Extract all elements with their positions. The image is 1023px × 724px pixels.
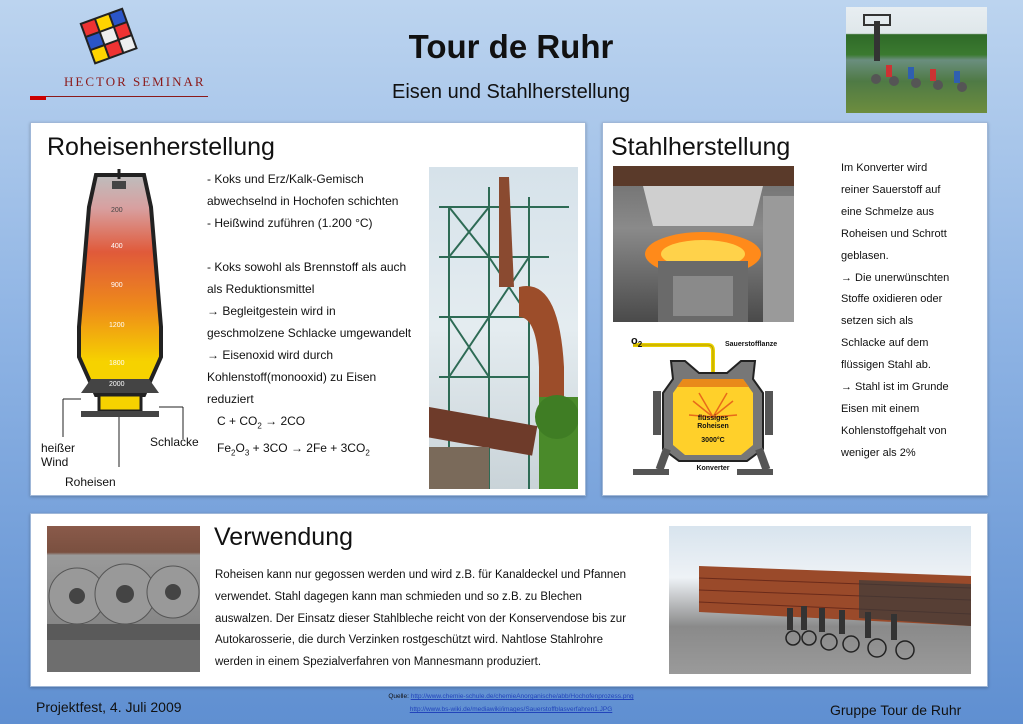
photo-steel-coils (47, 526, 200, 672)
footer-right: Gruppe Tour de Ruhr (830, 702, 962, 718)
photo-steel-pipes (669, 526, 971, 674)
photo-blast-furnace (429, 167, 578, 489)
o2-label: $o_2$ (631, 335, 643, 350)
logo (40, 4, 210, 104)
liquid-iron-label: flüssiges Roheisen (697, 415, 729, 430)
verwendung-heading: Verwendung (214, 523, 354, 551)
converter-diagram (613, 331, 794, 485)
iron-bath (99, 395, 141, 411)
panel-verwendung (30, 513, 988, 687)
temp-label: 2000 (109, 381, 125, 388)
temp-label: 200 (111, 207, 123, 214)
temp-label: 1200 (109, 322, 125, 329)
roheisen-heading: Roheisenherstellung (47, 133, 275, 161)
equation-1: $C + CO_2 \to 2CO$ (217, 414, 306, 431)
temp-label: 900 (111, 282, 123, 289)
lance-label: Sauerstofflanze (725, 341, 778, 348)
photo-cyclists-lake (846, 7, 987, 113)
page-subtitle: Eisen und Stahlherstellung (392, 81, 630, 103)
rubiks-cube-icon (74, 4, 144, 70)
verwendung-text: Roheisen kann nur gegossen werden und wird z.B. für Kanaldeckel und Pfannen verwendet. Stahl dagegen kann man schmieden und so z.B. zu Blechen auswalzen. Der Einsatz dieser Stahlbleche reicht von der Konservendose bis zur Autokarosserie, die durch Verzinken rostgeschützt wird. Nahtlose Stahlrohre werden in einem Spezialverfahren von Mannesmann produziert. (215, 569, 627, 669)
temp-label: 1800 (109, 360, 125, 367)
logo-brand: HECTOR SEMINAR (64, 74, 206, 89)
logo-bar (30, 96, 46, 100)
converter-label: Konverter (696, 465, 730, 472)
page-title: Tour de Ruhr (408, 28, 614, 65)
blast-furnace-diagram (41, 167, 211, 497)
label-slag: Schlacke (150, 435, 199, 449)
panel-roheisen (30, 122, 586, 496)
logo-line (42, 96, 208, 97)
temp-3000-label: 3000°C (701, 437, 725, 444)
stahl-text: Im Konverter wird reiner Sauerstoff auf eine Schmelze aus Roheisen und Schrott geblasen. → Die unerwünschten Stoffe oxidieren oder setzen sich als Schlacke auf dem flüssigen Stahl ab. → Stahl ist im Grunde Eisen mit einem Kohlenstoffgehalt von weniger als 2% (841, 162, 950, 459)
stahl-heading: Stahlherstellung (611, 133, 791, 161)
source-link-2[interactable]: http://www.bs-wiki.de/mediawiki/images/Sauerstoffblasverfahren1.JPG (409, 706, 613, 713)
label-pig-iron: Roheisen (65, 475, 116, 489)
temp-label: 400 (111, 243, 123, 250)
photo-converter (613, 166, 794, 322)
footer-left: Projektfest, 4. Juli 2009 (36, 699, 182, 715)
roheisen-text: - Koks und Erz/Kalk-Gemisch abwechselnd in Hochofen schichten - Heißwind zuführen (1.200 °C) - Koks sowohl als Brennstoff als auch als Reduktionsmittel → Begleitgestein wird in geschmolzene Schlacke umgewandelt → Eisenoxid wird durch Kohlenstoff(monooxid) zu Eisen reduziert $C + CO_2 \to 2CO$ $Fe_2O_3 + 3CO \to 2Fe + 3CO_2$ (207, 168, 425, 465)
source-link-1[interactable]: http://www.chemie-schule.de/chemieAnorganische/abb/Hochofenprozess.png (410, 693, 634, 700)
source-block: Quelle: http://www.chemie-schule.de/chemieAnorganische/abb/Hochofenprozess.png http://www.bs-wiki.de/mediawiki/images/Sauerstoffblasverfahren1.JPG (388, 693, 634, 713)
label-hot-wind: heißer Wind (41, 441, 76, 469)
equation-2: $Fe_2O_3 + 3CO \to 2Fe + 3CO_2$ (217, 441, 370, 458)
panel-stahl (602, 122, 988, 496)
